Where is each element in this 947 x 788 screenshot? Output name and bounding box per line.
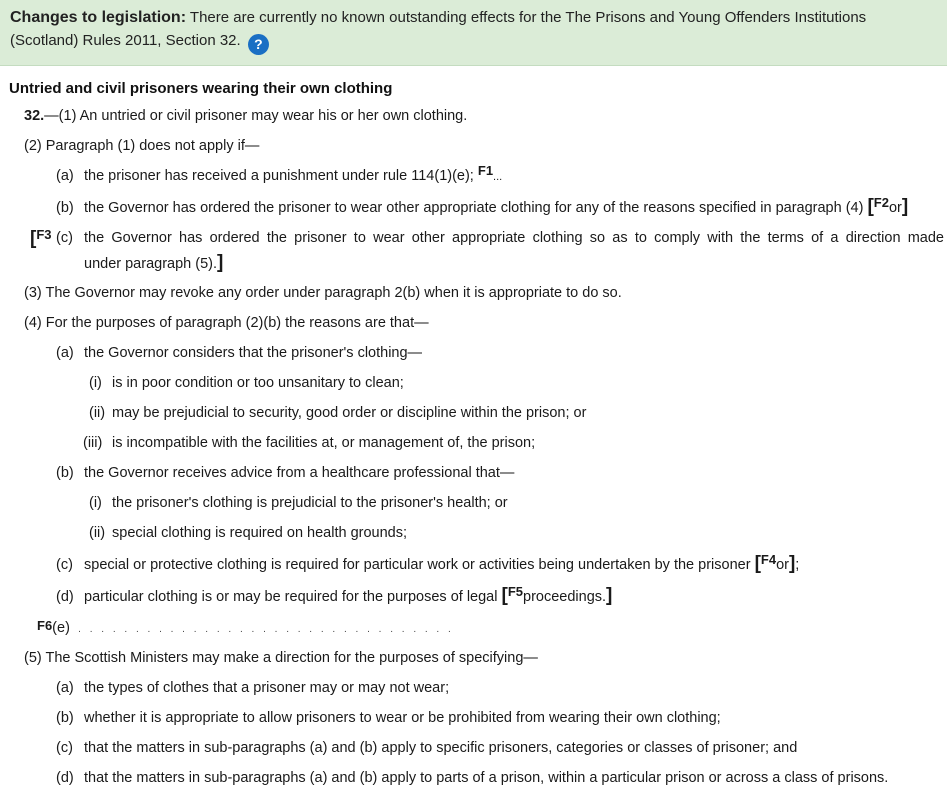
- footnote-link-f2[interactable]: F2: [873, 195, 889, 210]
- changes-banner: [0, 0, 947, 66]
- banner-text: There are currently no known outstanding effects for the The Prisons and Young Offenders Institutions: [189, 9, 867, 26]
- semicolon: ;: [795, 557, 800, 573]
- item-text: the prisoner's clothing is prejudicial to the prisoner's health; or: [112, 495, 508, 511]
- ellipsis: ...: [493, 171, 503, 183]
- item-text: special clothing is required on health grounds;: [112, 525, 408, 541]
- item-number: (b): [56, 465, 74, 481]
- item-text: is incompatible with the facilities at, or management of, the prison;: [112, 435, 536, 451]
- bracket-close: ]: [606, 585, 613, 606]
- inserted-text: proceedings.: [523, 589, 607, 605]
- repealed-dots: . . . . . . . . . . . . . . . . . . . . . . . . . . . . . . . . .: [78, 624, 454, 635]
- bracket-close: ]: [788, 553, 796, 574]
- item-number: (c): [56, 740, 73, 756]
- bracket-open: [: [30, 228, 37, 249]
- item-text: the Governor receives advice from a healthcare professional that—: [84, 465, 515, 481]
- item-text: the types of clothes that a prisoner may or may not wear;: [84, 680, 450, 696]
- paragraph-4: (4) For the purposes of paragraph (2)(b) the reasons are that—: [24, 315, 429, 331]
- item-number: (b): [56, 710, 74, 726]
- item-number: (a): [56, 345, 74, 361]
- inserted-text: or: [776, 557, 789, 573]
- item-text: particular clothing is or may be required for the purposes of legal: [84, 589, 498, 605]
- item-text: that the matters in sub-paragraphs (a) and (b) apply to specific prisoners, categories or classes of prisoner; and: [84, 740, 798, 756]
- paragraph-4b: [56, 463, 514, 483]
- item-number: (ii): [89, 405, 106, 421]
- item-number: (i): [89, 375, 102, 391]
- paragraph-2c-cont: [84, 253, 223, 274]
- item-text: the Governor considers that the prisoner's clothing—: [84, 345, 423, 361]
- paragraph-2: (2) Paragraph (1) does not apply if—: [24, 138, 260, 154]
- item-number: (c): [56, 557, 73, 573]
- paragraph-5a: [56, 678, 449, 698]
- paragraph-4c: [56, 554, 799, 575]
- inserted-text: or: [888, 200, 902, 216]
- paragraph-4a-iii: [83, 433, 535, 453]
- item-number: (i): [89, 495, 102, 511]
- paragraph-4b-ii: [89, 523, 407, 543]
- item-number: (iii): [83, 435, 103, 451]
- paragraph-4a-i: [89, 373, 404, 393]
- rule-number: 32.: [24, 108, 45, 124]
- bracket-open: [: [754, 553, 761, 574]
- item-text: the prisoner has received a punishment under rule 114(1)(e);: [84, 168, 474, 184]
- paragraph-4d: [56, 586, 612, 607]
- paragraph-5: (5) The Scottish Ministers may make a direction for the purposes of specifying—: [24, 650, 538, 666]
- item-number: (d): [56, 770, 74, 786]
- paragraph-5d: [56, 768, 888, 788]
- item-text: the Governor has ordered the prisoner to wear other appropriate clothing so as to comply with the terms of a direction made: [84, 230, 944, 246]
- paragraph-2c: [56, 228, 944, 248]
- item-number: (a): [56, 680, 74, 696]
- paragraph-1-text: —(1) An untried or civil prisoner may wear his or her own clothing.: [44, 108, 468, 124]
- item-text: special or protective clothing is required for particular work or activities being undertaken by the prisoner: [84, 557, 751, 573]
- paragraph-4a-ii: [89, 403, 586, 423]
- item-text: whether it is appropriate to allow prisoners to wear or be prohibited from wearing their own clothing;: [84, 710, 721, 726]
- paragraph-5b: [56, 708, 721, 728]
- item-text: the Governor has ordered the prisoner to wear other appropriate clothing for any of the reasons specified in paragraph (4): [84, 200, 864, 216]
- item-number: (e): [52, 620, 70, 636]
- item-number: (b): [56, 200, 74, 216]
- paragraph-4e: [37, 618, 454, 640]
- paragraph-2c-prefix: [30, 228, 52, 250]
- paragraph-2b: [56, 197, 908, 218]
- bracket-close: ]: [901, 196, 909, 217]
- item-number: (ii): [89, 525, 106, 541]
- bracket-close: ]: [217, 252, 224, 273]
- item-number: (a): [56, 168, 74, 184]
- paragraph-5c: [56, 738, 797, 758]
- bracket-open: [: [501, 585, 508, 606]
- paragraph-2a: [56, 163, 503, 187]
- paragraph-1: [24, 106, 467, 126]
- item-number: (c): [56, 230, 73, 246]
- bracket-open: [: [867, 196, 874, 217]
- item-text: may be prejudicial to security, good order or discipline within the prison; or: [112, 405, 587, 421]
- help-icon[interactable]: ?: [248, 34, 269, 55]
- banner-text-line2: (Scotland) Rules 2011, Section 32.: [10, 32, 241, 49]
- footnote-link-f3[interactable]: F3: [36, 227, 52, 242]
- paragraph-4b-i: [89, 493, 508, 513]
- paragraph-3: (3) The Governor may revoke any order under paragraph 2(b) when it is appropriate to do so.: [24, 285, 622, 301]
- footnote-link-f1[interactable]: F1: [477, 163, 494, 178]
- paragraph-4a: [56, 343, 422, 363]
- footnote-link-f6[interactable]: F6: [37, 618, 53, 633]
- item-number: (d): [56, 589, 74, 605]
- footnote-link-f4[interactable]: F4: [760, 552, 777, 567]
- section-heading: Untried and civil prisoners wearing their own clothing: [9, 80, 393, 97]
- banner-label: Changes to legislation:: [10, 9, 187, 26]
- footnote-link-f5[interactable]: F5: [507, 584, 524, 599]
- item-text: is in poor condition or too unsanitary to clean;: [112, 375, 404, 391]
- item-text-cont: under paragraph (5).: [84, 256, 217, 272]
- item-text: that the matters in sub-paragraphs (a) and (b) apply to parts of a prison, within a particular prison or across a class of prisons.: [84, 770, 889, 786]
